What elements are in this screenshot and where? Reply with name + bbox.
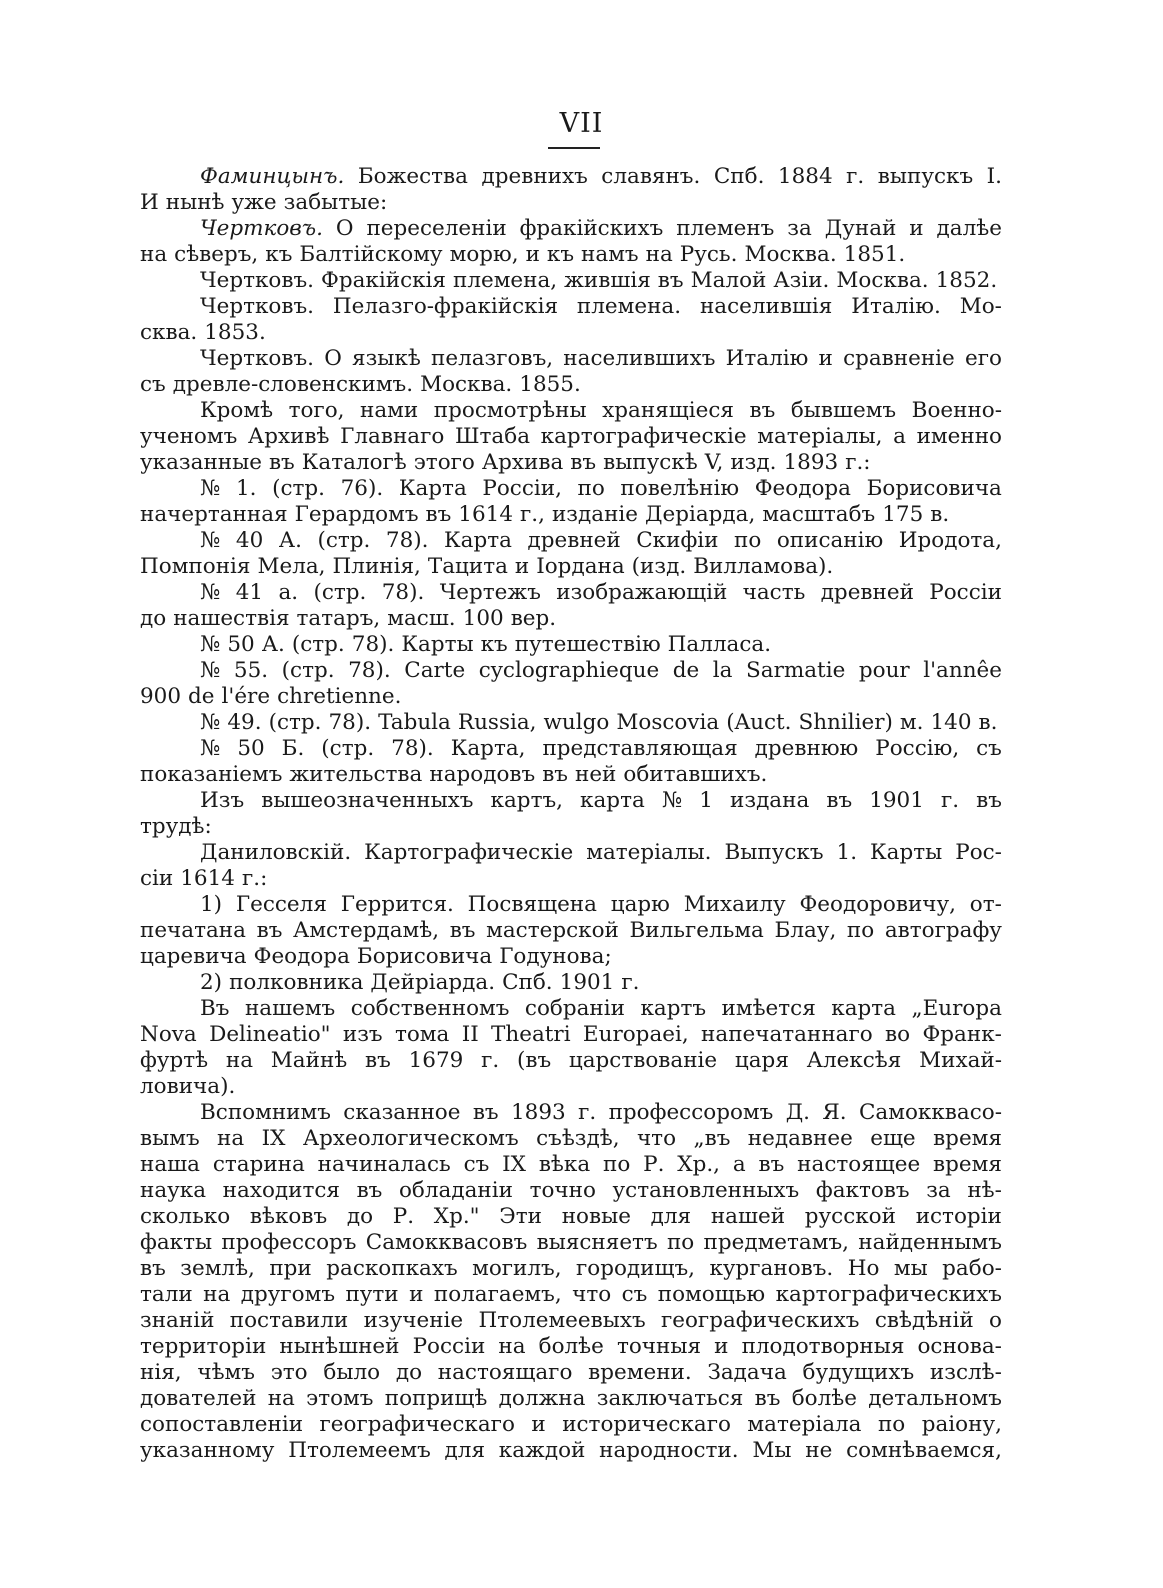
text-line: № 40 А. (стр. 78). Карта древней Скифіи по описанію Иродота, — [200, 528, 1002, 553]
text-line: Изъ вышеозначенныхъ картъ, карта № 1 издана въ 1901 г. въ — [200, 788, 1002, 813]
text-line: территоріи нынѣшней Россіи на болѣе точныя и плодотворныя основа- — [140, 1334, 1002, 1359]
page-number: VII — [559, 108, 604, 139]
text-line: знаній поставили изученіе Птолемеевыхъ географическихъ свѣдѣній о — [140, 1308, 1002, 1333]
text-line: Въ нашемъ собственномъ собраніи картъ имѣется карта „Europa — [200, 996, 1002, 1021]
text-line: Помпонія Мела, Плинія, Тацита и Іордана (изд. Вилламова). — [140, 554, 834, 579]
text-line: 900 de l'ére chretienne. — [140, 684, 402, 709]
text-line: до нашествія татаръ, масш. 100 вер. — [140, 606, 557, 631]
text-line: 2) полковника Дейріарда. Спб. 1901 г. — [200, 970, 640, 995]
text-line: вымъ на IX Археологическомъ съѣздѣ, что „въ недавнее еще время — [140, 1126, 1002, 1151]
text-line: Даниловскій. Картографическіе матеріалы. Выпускъ 1. Карты Рос- — [200, 840, 1002, 865]
text-line: Вспомнимъ сказанное въ 1893 г. профессоромъ Д. Я. Самокквасо- — [200, 1100, 1002, 1125]
text-line: наука находится въ обладаніи точно установленныхъ фактовъ за нѣ- — [140, 1178, 1002, 1203]
text-line: Фаминцынъ. Божества древнихъ славянъ. Спб. 1884 г. выпускъ I. — [200, 164, 1002, 189]
text-line: фуртѣ на Майнѣ въ 1679 г. (въ царствованіе царя Алексѣя Михай- — [140, 1048, 1002, 1073]
text-line: № 1. (стр. 76). Карта Россіи, по повелѣнію Феодора Борисовича — [200, 476, 1002, 501]
text-line: ученомъ Архивѣ Главнаго Штаба картографическіе матеріалы, а именно — [140, 424, 1002, 449]
page-number-underline — [548, 147, 600, 149]
text-line: № 50 Б. (стр. 78). Карта, представляющая древнюю Россію, съ — [200, 736, 1002, 761]
text-line: Кромѣ того, нами просмотрѣны хранящіеся въ бывшемъ Военно- — [200, 398, 1002, 423]
text-line: 1) Гесселя Геррится. Посвящена царю Михаилу Феодоровичу, от- — [200, 892, 1002, 917]
text-line: Чертковъ. Пелазго-фракійскія племена. населившія Италію. Мо- — [200, 294, 1002, 319]
text-line: наша старина начиналась съ IX вѣка по Р. Хр., а въ настоящее время — [140, 1152, 1002, 1177]
text-line: указанные въ Каталогѣ этого Архива въ выпускѣ V, изд. 1893 г.: — [140, 450, 871, 475]
text-line: въ землѣ, при раскопкахъ могилъ, городищъ, кургановъ. Но мы рабо- — [140, 1256, 1002, 1281]
text-line: № 55. (стр. 78). Carte cyclographieque de la Sarmatie pour l'annêe — [200, 658, 1002, 683]
text-line: трудѣ: — [140, 814, 212, 839]
text-line: на сѣверъ, къ Балтійскому морю, и къ намъ на Русь. Москва. 1851. — [140, 242, 906, 267]
text-line: царевича Феодора Борисовича Годунова; — [140, 944, 612, 969]
text-line: сква. 1853. — [140, 320, 266, 345]
text-line: № 49. (стр. 78). Tabula Russia, wulgo Moscovia (Auct. Shnilier) м. 140 в. — [200, 710, 998, 735]
text-line: Nova Delineatio" изъ тома II Theatri Europaei, напечатаннаго во Франк- — [140, 1022, 1002, 1047]
text-line: сопоставленіи географическаго и историческаго матеріала по раіону, — [140, 1412, 1002, 1437]
text-line: № 41 а. (стр. 78). Чертежъ изображающій часть древней Россіи — [200, 580, 1002, 605]
text-line: указанному Птолемеемъ для каждой народности. Мы не сомнѣваемся, — [140, 1438, 1002, 1463]
text-line: И нынѣ уже забытые: — [140, 190, 388, 215]
text-line: показаніемъ жительства народовъ въ ней обитавшихъ. — [140, 762, 768, 787]
text-line: нія, чѣмъ это было до настоящаго времени. Задача будущихъ изслѣ- — [140, 1360, 1002, 1385]
text-line: начертанная Герардомъ въ 1614 г., изданіе Деріарда, масштабъ 175 в. — [140, 502, 950, 527]
text-line: Чертковъ. Фракійскія племена, жившія въ Малой Азіи. Москва. 1852. — [200, 268, 998, 293]
text-line: дователей на этомъ поприщѣ должна заключаться въ болѣе детальномъ — [140, 1386, 1002, 1411]
text-line: ловича). — [140, 1074, 236, 1099]
text-line: Чертковъ. О переселеніи фракійскихъ племенъ за Дунай и далѣе — [200, 216, 1002, 241]
text-line: съ древле-словенскимъ. Москва. 1855. — [140, 372, 581, 397]
text-line: тали на другомъ пути и полагаемъ, что съ помощью картографическихъ — [140, 1282, 1002, 1307]
text-line: № 50 А. (стр. 78). Карты къ путешествію Палласа. — [200, 632, 772, 657]
text-line: сіи 1614 г.: — [140, 866, 268, 891]
text-line: печатана въ Амстердамѣ, въ мастерской Вильгельма Блау, по автографу — [140, 918, 1002, 943]
text-line: Чертковъ. О языкѣ пелазговъ, населившихъ Италію и сравненіе его — [200, 346, 1002, 371]
text-line: факты профессоръ Самокквасовъ выясняетъ по предметамъ, найденнымъ — [140, 1230, 1002, 1255]
document-body — [140, 164, 1002, 1464]
text-line: сколько вѣковъ до Р. Хр." Эти новые для нашей русской исторіи — [140, 1204, 1002, 1229]
